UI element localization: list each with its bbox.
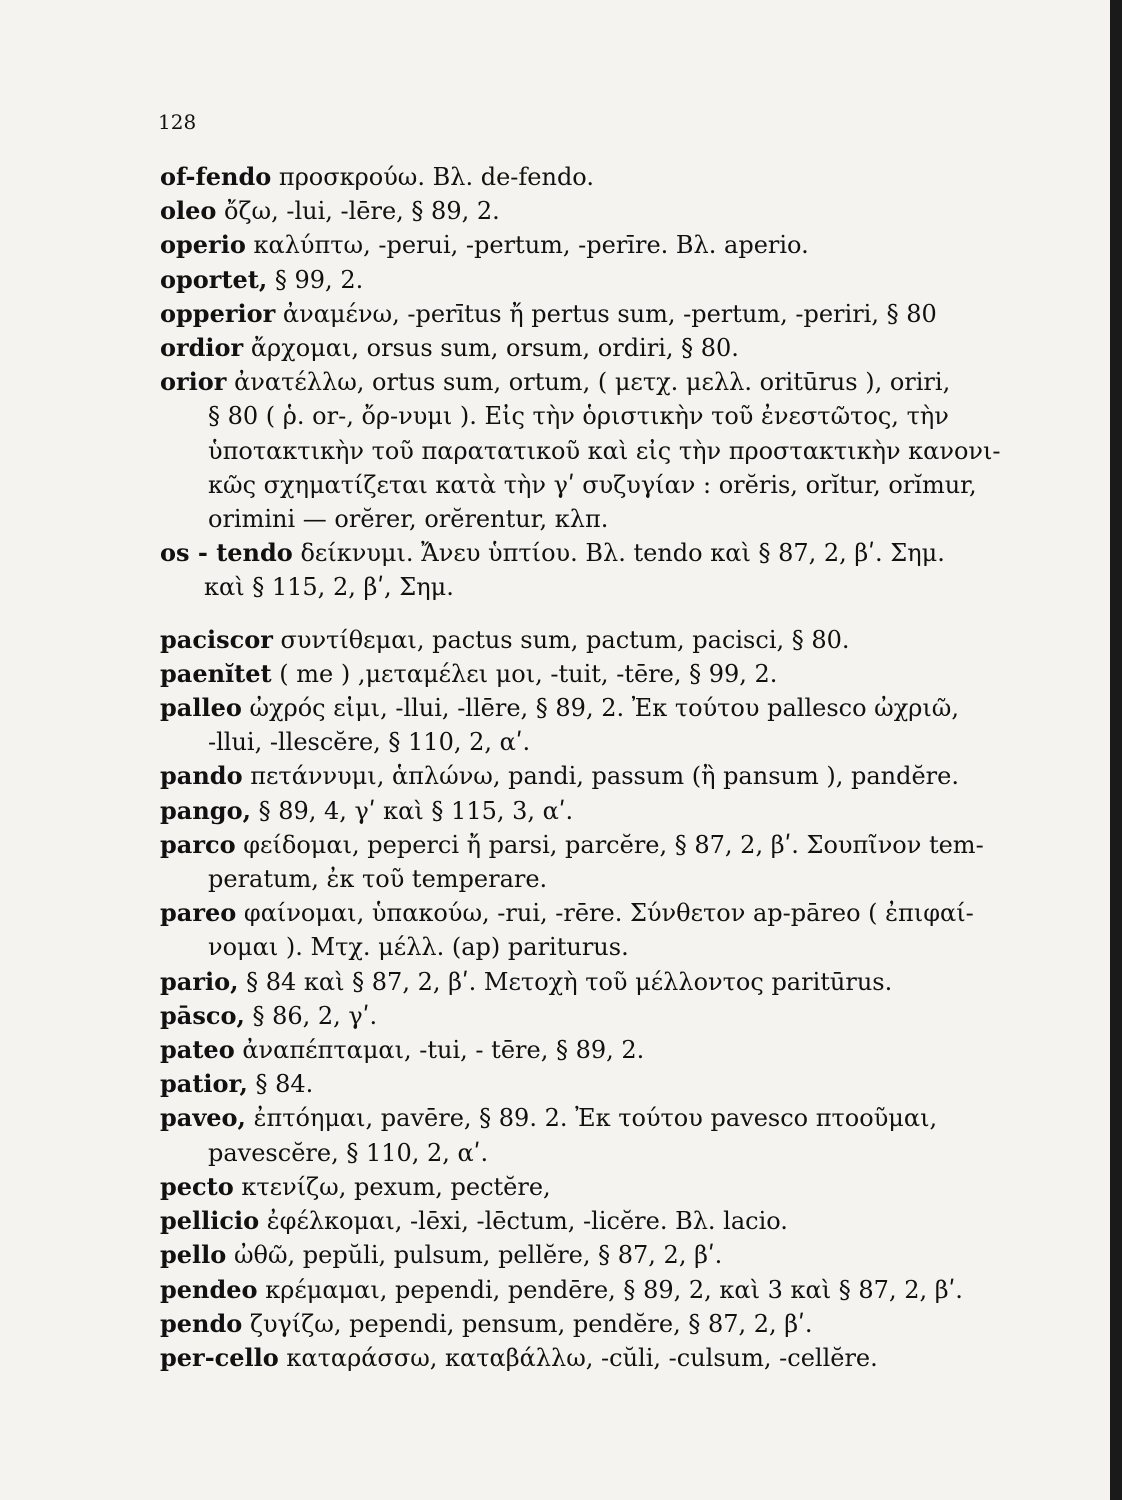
entry-definition: κτενίζω, pexum, pectĕre, xyxy=(241,1172,551,1201)
dictionary-entry xyxy=(160,1033,1060,1067)
entry-headword: oportet, xyxy=(160,264,268,294)
entry-definition: καλύπτω, -perui, -pertum, -perīre. Βλ. aperio. xyxy=(253,231,809,260)
dictionary-entry xyxy=(160,828,1060,896)
entry-definition: κρέμαμαι, pependi, pendēre, § 89, 2, καὶ 3 καὶ § 87, 2, βʹ. xyxy=(265,1275,963,1304)
dictionary-entry xyxy=(160,691,1060,759)
entry-headword: operio xyxy=(160,230,246,260)
dictionary-entry xyxy=(160,297,1060,331)
dictionary-entry xyxy=(160,1204,1060,1238)
entry-headword: os - tendo xyxy=(160,538,293,568)
dictionary-entry xyxy=(160,331,1060,365)
dictionary-entry xyxy=(160,657,1060,691)
entry-definition: ἐπτόημαι, pavēre, § 89. 2. Ἐκ τούτου pavesco πτοοῦμαι, xyxy=(253,1104,938,1133)
entry-headword: pendo xyxy=(160,1308,243,1338)
dictionary-entry xyxy=(160,1238,1060,1272)
entry-definition: § 89, 4, γʹ καὶ § 115, 3, αʹ. xyxy=(258,796,574,825)
entry-definition: ὠθῶ, pepŭli, pulsum, pellĕre, § 87, 2, βʹ. xyxy=(233,1241,723,1270)
entry-definition: ζυγίζω, pependi, pensum, pendĕre, § 87, 2, βʹ. xyxy=(249,1309,813,1338)
entry-definition: ( me ) ,μεταμέλει μοι, -tuit, -tēre, § 99, 2. xyxy=(279,659,778,688)
entry-definition: δείκνυμι. Ἄνευ ὑπτίου. Βλ. tendo καὶ § 87, 2, βʹ. Σημ. xyxy=(300,539,945,568)
entry-headword: patior, xyxy=(160,1069,248,1099)
entry-continuation: νομαι ). Μτχ. μέλλ. (ap) pariturus. xyxy=(208,933,629,962)
dictionary-entry xyxy=(160,160,1060,194)
entry-headword: pello xyxy=(160,1240,227,1270)
entry-definition: προσκρούω. Βλ. de-fendo. xyxy=(278,163,594,191)
page-edge-shadow xyxy=(1110,0,1122,1500)
entry-definition: συντίθεμαι, pactus sum, pactum, pacisci, § 80. xyxy=(280,625,850,654)
entry-headword: orior xyxy=(160,367,227,397)
entry-continuation: orimini — orĕrer, orĕrentur, κλπ. xyxy=(208,505,609,534)
entry-definition: ἄρχομαι, orsus sum, orsum, ordiri, § 80. xyxy=(250,334,739,363)
dictionary-entry xyxy=(160,794,1060,828)
entry-headword: pareo xyxy=(160,898,237,928)
dictionary-entry xyxy=(160,194,1060,228)
entry-continuation: κῶς σχηματίζεται κατὰ τὴν γʹ συζυγίαν : orĕris, orĭtur, orĭmur, xyxy=(208,470,977,499)
entry-definition: § 84. xyxy=(255,1070,314,1099)
entry-definition: καταράσσω, καταβάλλω, -cŭli, -culsum, -cellĕre. xyxy=(286,1343,878,1372)
entry-headword: pario, xyxy=(160,966,239,996)
dictionary-entry xyxy=(160,1101,1060,1169)
entry-definition: § 99, 2. xyxy=(274,265,364,294)
entry-headword: pendeo xyxy=(160,1274,258,1304)
entry-definition: φείδομαι, peperci ἤ parsi, parcĕre, § 87, 2, βʹ. Σουπῖνον tem- xyxy=(243,830,984,859)
dictionary-entry xyxy=(160,536,1060,604)
entry-headword: parco xyxy=(160,829,236,859)
entry-definition: ἀναπέπταμαι, -tui, - tēre, § 89, 2. xyxy=(242,1036,645,1065)
section-gap xyxy=(160,605,1060,623)
entry-headword: paenĭtet xyxy=(160,658,272,688)
entry-headword: pango, xyxy=(160,795,251,825)
entry-headword: paveo, xyxy=(160,1103,246,1133)
entry-continuation: § 80 ( ῥ. or-, ὄρ-νυμι ). Εἰς τὴν ὁριστικὴν τοῦ ἐνεστῶτος, τὴν xyxy=(208,402,949,431)
dictionary-entry xyxy=(160,999,1060,1033)
entry-continuation: peratum, ἐκ τοῦ temperare. xyxy=(208,865,548,894)
entry-headword: pecto xyxy=(160,1171,234,1201)
entry-definition: ἐφέλκομαι, -lēxi, -lēctum, -licĕre. Βλ. lacio. xyxy=(266,1207,788,1236)
entry-continuation: -llui, -llescĕre, § 110, 2, αʹ. xyxy=(208,728,531,757)
entry-continuation: pavescĕre, § 110, 2, αʹ. xyxy=(208,1138,489,1167)
entry-definition: πετάννυμι, ἁπλώνω, pandi, passum (ἢ pansum ), pandĕre. xyxy=(250,762,959,791)
entry-headword: paciscor xyxy=(160,624,273,654)
entry-list xyxy=(160,160,1060,1375)
dictionary-entry xyxy=(160,623,1060,657)
dictionary-entry xyxy=(160,1170,1060,1204)
entry-headword: palleo xyxy=(160,693,242,723)
dictionary-entry xyxy=(160,965,1060,999)
entry-headword: pāsco, xyxy=(160,1000,245,1030)
entry-continuation: καὶ § 115, 2, βʹ, Σημ. xyxy=(204,573,454,602)
entry-definition: ὠχρός εἰμι, -llui, -llēre, § 89, 2. Ἐκ τούτου pallesco ὠχριῶ, xyxy=(249,694,959,723)
entry-headword: ordior xyxy=(160,333,244,363)
entry-definition: ἀνατέλλω, ortus sum, ortum, ( μετχ. μελλ. oritūrus ), oriri, xyxy=(234,368,951,397)
dictionary-entry xyxy=(160,1067,1060,1101)
dictionary-entry xyxy=(160,896,1060,964)
dictionary-entry xyxy=(160,228,1060,262)
entry-headword: opperior xyxy=(160,298,276,328)
dictionary-entry xyxy=(160,1341,1060,1375)
entry-definition: ὄζω, -lui, -lēre, § 89, 2. xyxy=(224,197,500,226)
entry-headword: pellicio xyxy=(160,1206,260,1236)
entry-definition: § 84 καὶ § 87, 2, βʹ. Μετοχὴ τοῦ μέλλοντος paritūrus. xyxy=(246,967,893,996)
entry-headword: per-cello xyxy=(160,1342,279,1372)
entry-definition: § 86, 2, γʹ. xyxy=(252,1001,378,1030)
page-number: 128 xyxy=(158,110,197,134)
entry-definition: φαίνομαι, ὑπακούω, -rui, -rēre. Σύνθετον ap-pāreo ( ἐπιφαί- xyxy=(243,899,974,928)
entry-headword: of-fendo xyxy=(160,162,272,191)
entry-continuation: ὑποτακτικὴν τοῦ παρατατικοῦ καὶ εἰς τὴν προστακτικὴν κανονι- xyxy=(208,436,1001,465)
dictionary-entry xyxy=(160,263,1060,297)
dictionary-entry xyxy=(160,759,1060,793)
dictionary-entry xyxy=(160,365,1060,536)
entry-headword: pateo xyxy=(160,1035,235,1065)
dictionary-entry xyxy=(160,1307,1060,1341)
entry-headword: pando xyxy=(160,761,243,791)
entry-headword: oleo xyxy=(160,196,217,226)
dictionary-entry xyxy=(160,1273,1060,1307)
entry-definition: ἀναμένω, -perītus ἤ pertus sum, -pertum, -periri, § 80 xyxy=(282,299,937,328)
